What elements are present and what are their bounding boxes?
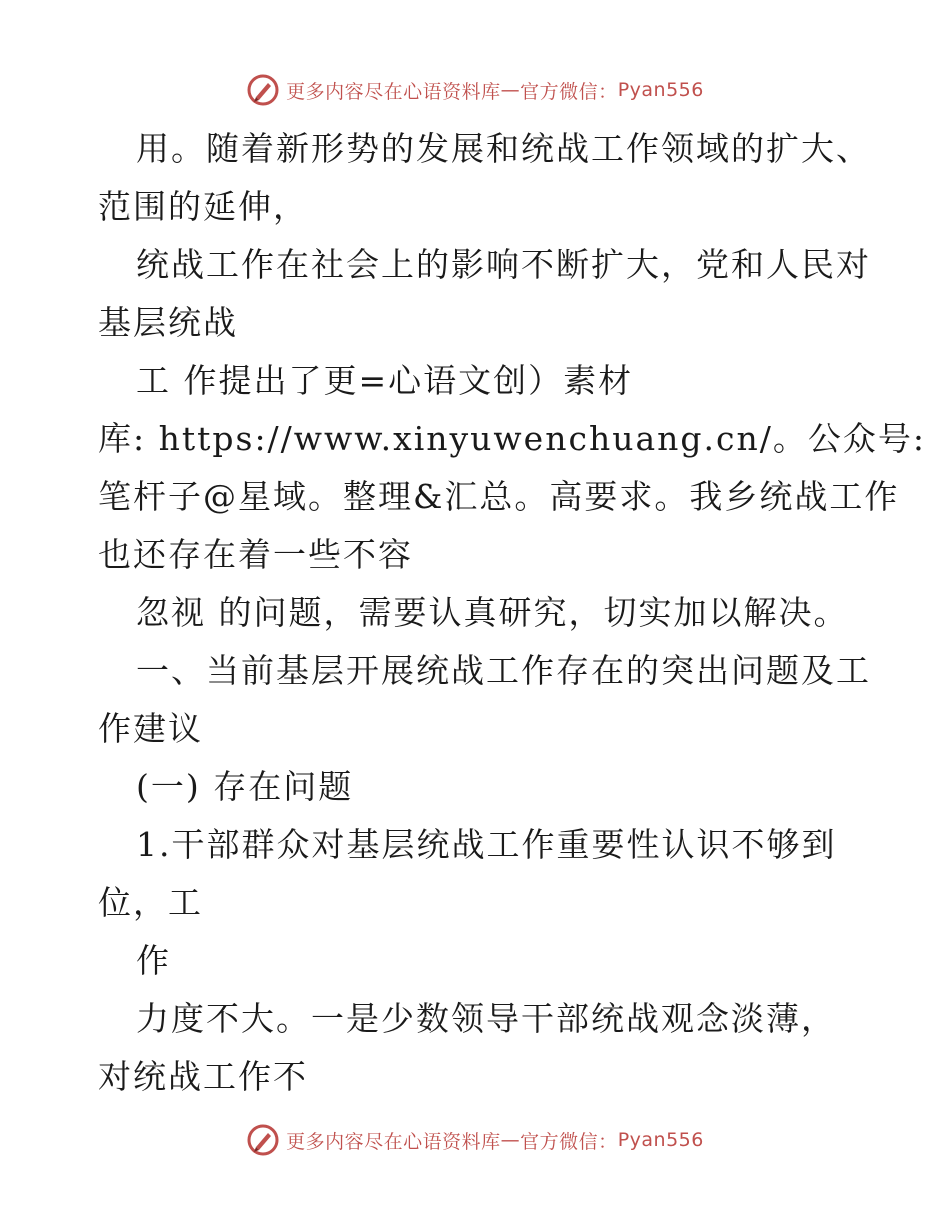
text-line: (一) 存在问题 [136,767,354,806]
text-line: 基层统战 [98,303,238,342]
text-line: 笔杆子@星域。整理&汇总。高要求。我乡统战工作 [98,477,900,516]
footer-watermark [0,1120,950,1160]
text-line: 用。随着新形势的发展和统战工作领域的扩大、 [136,129,871,168]
watermark-wechat-label: 官方微信： [520,80,618,103]
text-line: 统战工作在社会上的影响不断扩大，党和人民对 [136,245,871,284]
pen-logo-icon [246,1123,280,1157]
watermark-separator: — [500,1129,521,1151]
watermark-text: 更多内容尽在心语资料库 [286,80,501,103]
watermark-text: 更多内容尽在心语资料库 [286,1130,501,1153]
text-line: 作建议 [98,709,203,748]
text-line: 库: https://www.xinyuwenchuang.cn/。公众号: [98,419,926,458]
text-line: 对统战工作不 [98,1057,308,1096]
text-line: 力度不大。一是少数领导干部统战观念淡薄， [136,999,836,1038]
watermark-wechat-label: 官方微信： [520,1130,618,1153]
document-body [98,120,926,1106]
watermark-wechat-id: Pyan556 [617,79,704,101]
text-line: 一、当前基层开展统战工作存在的突出问题及工 [136,651,871,690]
text-line: 工 作提出了更=心语文创）素材 [136,361,634,400]
text-line: 也还存在着一些不容 [98,535,413,574]
text-line: 1.干部群众对基层统战工作重要性认识不够到 [136,825,837,864]
watermark-separator: — [500,79,521,101]
pen-logo-icon [246,73,280,107]
text-line: 位，工 [98,883,203,922]
text-line: 忽视 的问题，需要认真研究，切实加以解决。 [136,593,849,632]
watermark-wechat-id: Pyan556 [617,1129,704,1151]
text-line: 范围的延伸， [98,187,308,226]
header-watermark [0,70,950,110]
text-line: 作 [136,941,171,980]
